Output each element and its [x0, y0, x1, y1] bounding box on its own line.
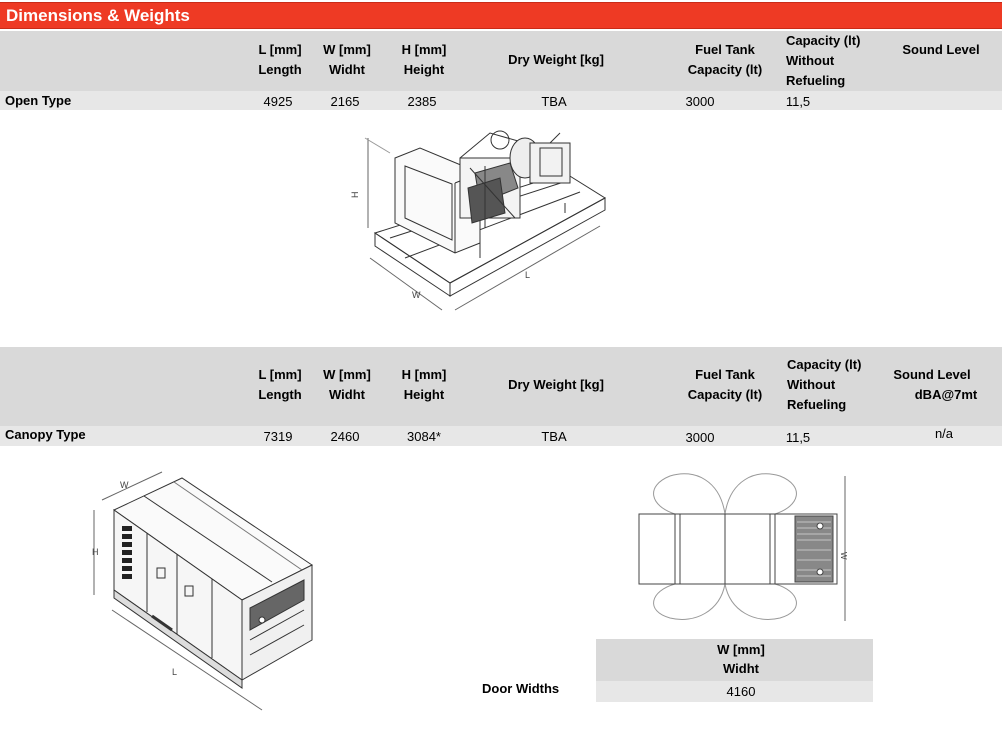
door-width-value: 4160	[726, 684, 756, 699]
canopy-col-sound-level-header: Sound Level dBA@7mt	[893, 367, 978, 402]
open-generator-drawing	[350, 118, 610, 323]
canopy-type-row	[0, 426, 1002, 446]
canopy-col-fuel-tank-header: Fuel Tank Capacity (lt)	[687, 367, 763, 402]
canopy-drawing-w-label: W	[120, 480, 129, 490]
canopy-col-height-header: H [mm] Height	[401, 367, 447, 402]
open-drawing-h-label: H	[350, 191, 360, 198]
open-length-value: 4925	[263, 94, 293, 109]
canopy-height-value: 3084*	[407, 429, 441, 444]
open-type-label: Open Type	[5, 93, 72, 108]
canopy-width-value: 2460	[330, 429, 360, 444]
open-table-header	[0, 31, 1002, 91]
door-width-header-line1: W [mm]	[717, 642, 765, 657]
col-fuel-tank-header: Fuel Tank Capacity (lt)	[687, 42, 763, 77]
canopy-drawing-l-label: L	[172, 667, 178, 677]
door-width-header	[596, 639, 873, 681]
door-widths-label: Door Widths	[482, 681, 560, 696]
canopy-col-width-header: W [mm] Widht	[323, 367, 371, 402]
col-capacity-header: Capacity (lt) Without Refueling	[786, 33, 861, 88]
canopy-fuel-tank-value: 3000	[685, 430, 715, 445]
canopy-drawing-h-label: H	[92, 547, 99, 557]
col-length-header: L [mm] Length	[258, 42, 302, 77]
open-fuel-tank-value: 3000	[685, 94, 715, 109]
canopy-dry-weight-value: TBA	[541, 429, 567, 444]
door-width-header-line2: Widht	[723, 661, 759, 676]
col-dry-weight-header: Dry Weight [kg]	[508, 52, 604, 67]
open-drawing-w-label: W	[412, 290, 421, 300]
open-dry-weight-value: TBA	[541, 94, 567, 109]
canopy-table-header	[0, 347, 1002, 426]
open-drawing-l-label: L	[525, 270, 531, 280]
canopy-col-length-header: L [mm] Length	[258, 367, 302, 402]
open-capacity-value: 11,5	[785, 94, 811, 109]
canopy-col-capacity-header: Capacity (lt) Without Refueling	[787, 357, 862, 412]
col-height-header: H [mm] Height	[401, 42, 447, 77]
canopy-capacity-value: 11,5	[785, 430, 811, 445]
top-view-w-label: W	[839, 552, 848, 560]
canopy-generator-drawing	[82, 470, 322, 720]
canopy-length-value: 7319	[263, 429, 293, 444]
canopy-top-view-drawing	[635, 466, 850, 626]
col-sound-level-header: Sound Level	[902, 42, 980, 57]
door-width-row	[596, 681, 873, 702]
col-width-header: W [mm] Widht	[323, 42, 371, 77]
open-type-row	[0, 91, 1002, 110]
canopy-col-dry-weight-header: Dry Weight [kg]	[508, 377, 604, 392]
canopy-sound-level-value: n/a	[934, 426, 954, 441]
open-height-value: 2385	[407, 94, 437, 109]
section-title: Dimensions & Weights	[6, 6, 190, 25]
section-title-bar	[0, 2, 1002, 29]
open-width-value: 2165	[330, 94, 360, 109]
canopy-type-label: Canopy Type	[5, 427, 86, 442]
